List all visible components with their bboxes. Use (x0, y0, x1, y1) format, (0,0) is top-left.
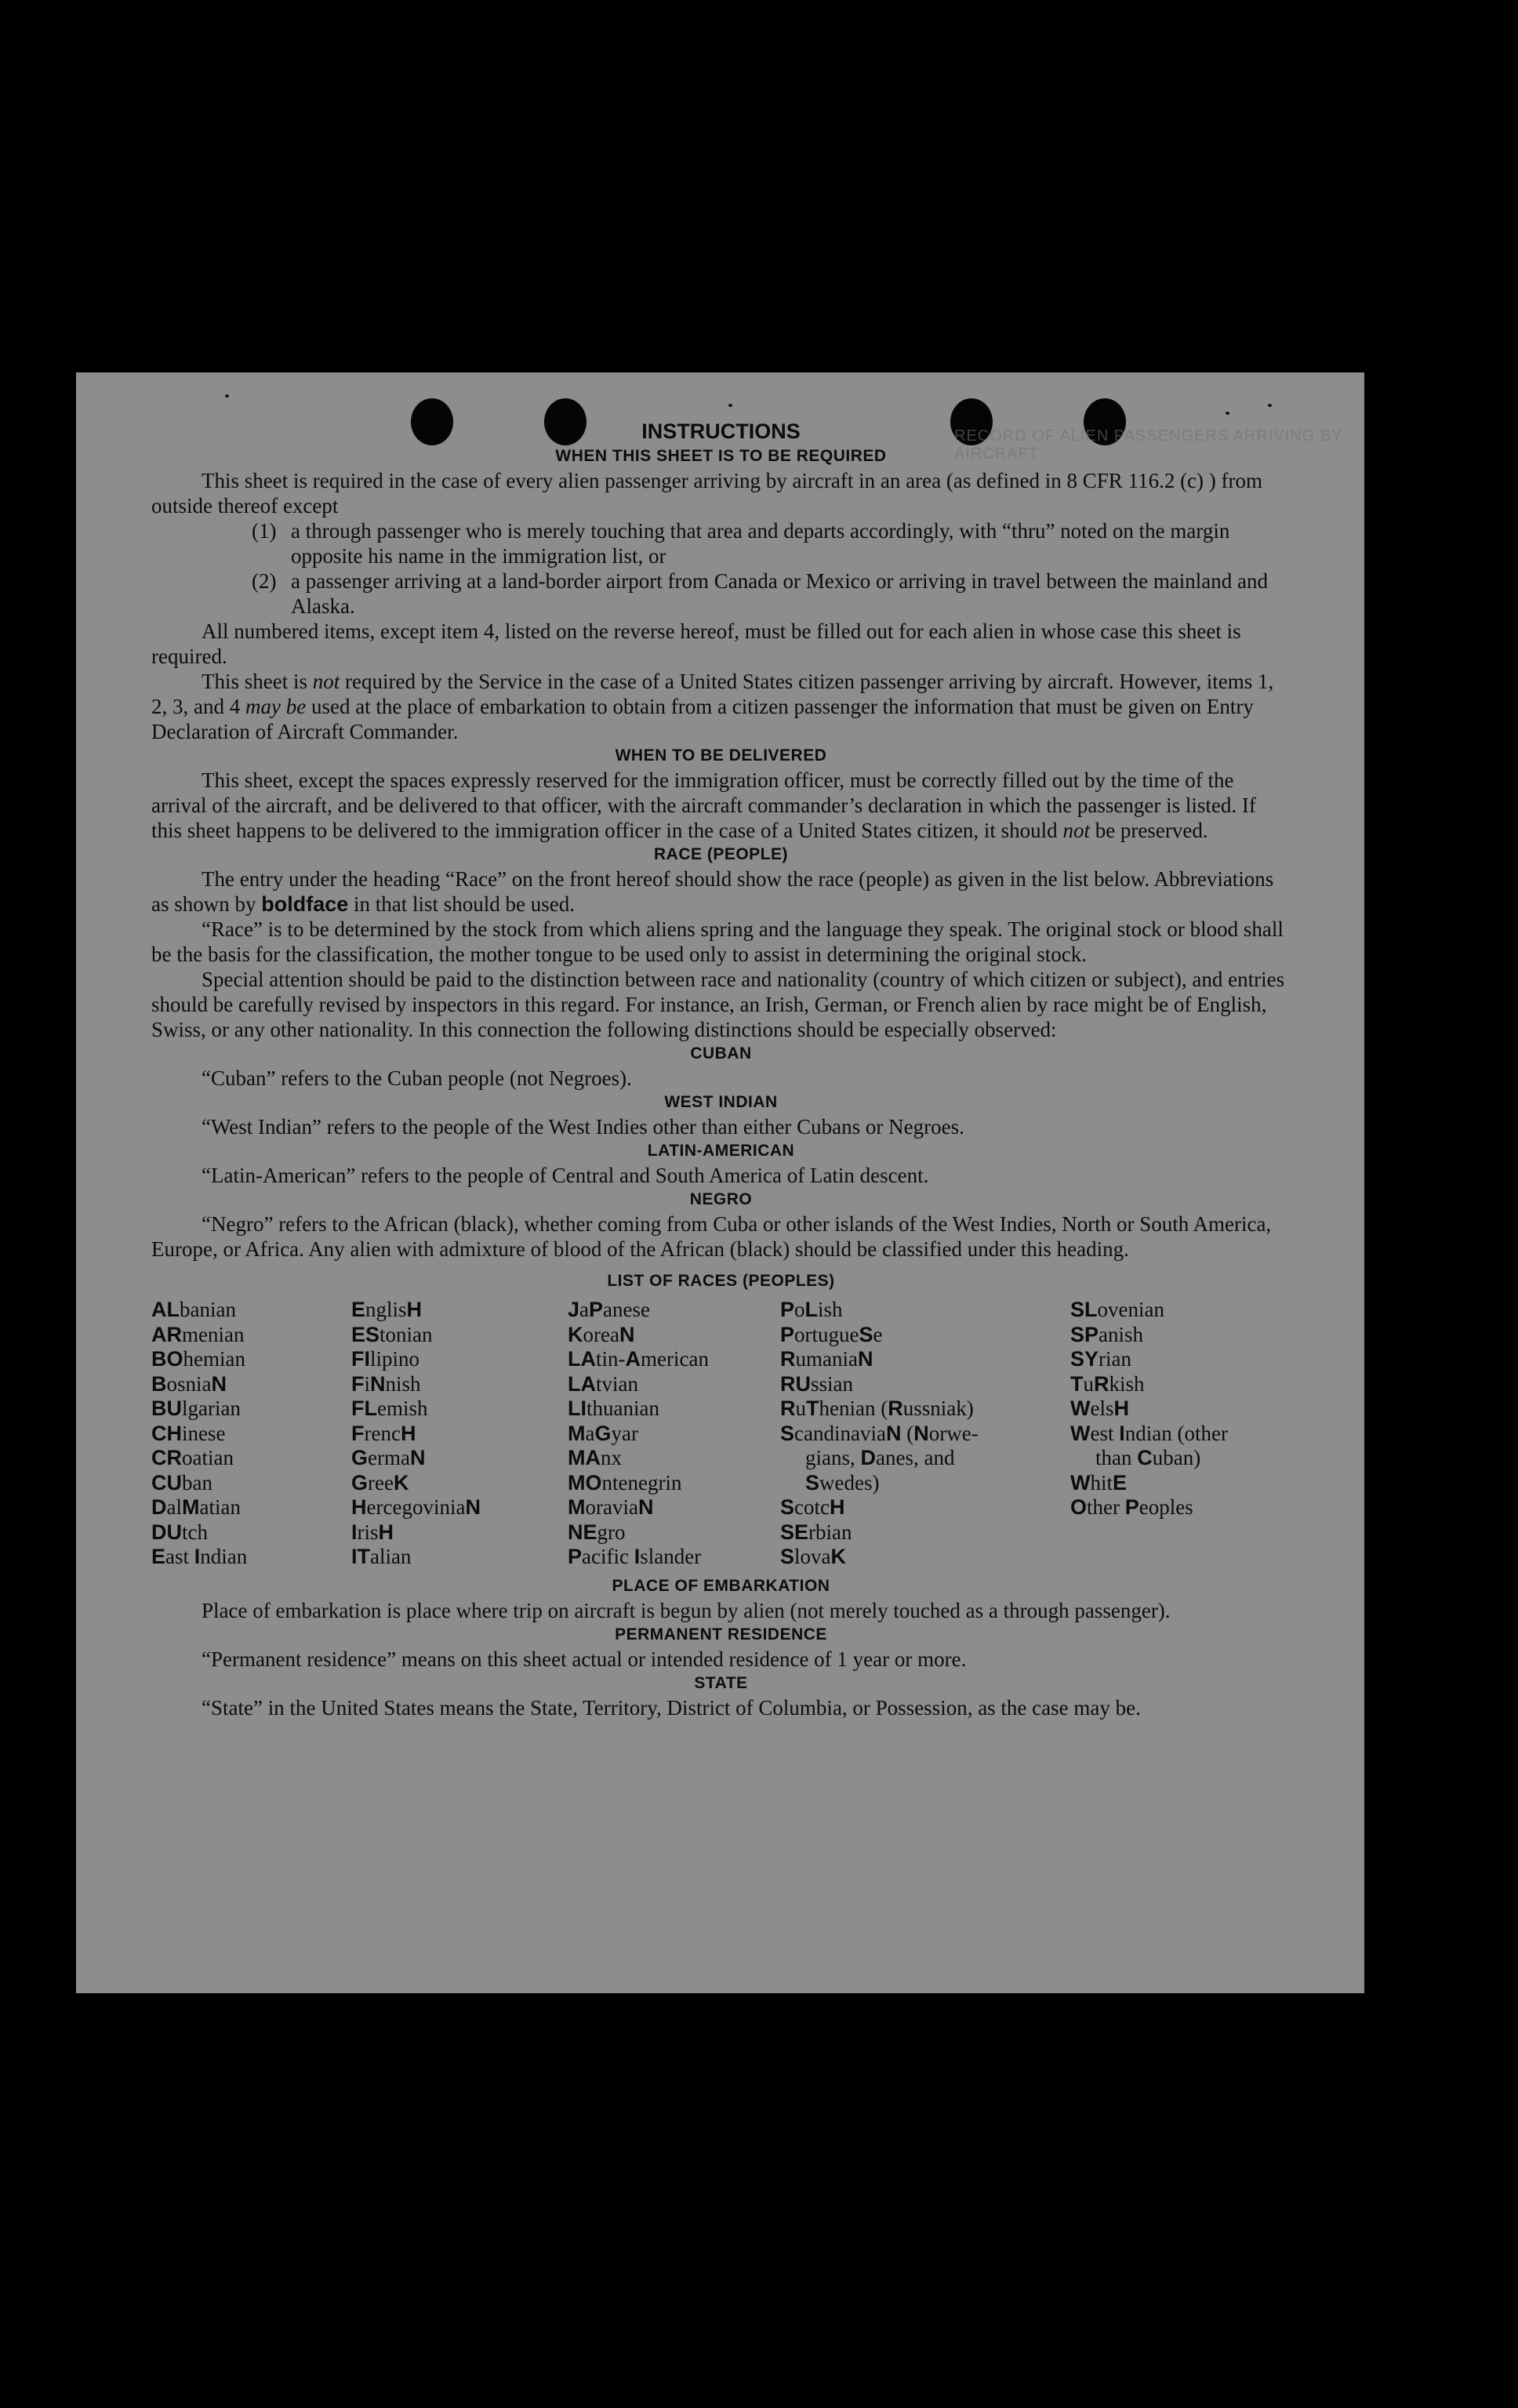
race-entry: SErbian (780, 1520, 852, 1544)
paragraph: “Latin-American” refers to the people of Central and South America of Latin descent. (202, 1164, 929, 1187)
race-entry: RUssian (780, 1371, 853, 1396)
race-entry: MAnx (568, 1446, 622, 1469)
show-through-text: RECORD OF ALIEN PASSENGERS ARRIVING BY AIRCRAFT (954, 427, 1343, 463)
race-entry: SPanish (1070, 1322, 1144, 1346)
race-entry: LAtin-American (568, 1347, 709, 1371)
paragraph: “Race” is to be determined by the stock from which aliens spring and the language they speak. The original stock or blood shall be the basis for the classification, the mother tongue to be used only to assist in determining the original stock. (151, 917, 1284, 966)
paragraph: “West Indian” refers to the people of the West Indies other than either Cubans or Negroes. (202, 1115, 964, 1139)
race-entry: HercegoviniaN (351, 1495, 481, 1519)
text-run: This sheet, except the spaces expressly reserved for the immigration officer, must be correctly filled out by the time of the arrival of the aircraft, and be delivered to that officer, with the aircraft commander’s declaration in which the passenger is listed. If this sheet happens to be delivered to the immigration officer in the case of a United States citizen, it should (151, 768, 1256, 842)
race-entry: West Indian (other (1070, 1421, 1228, 1445)
paragraph (151, 768, 1291, 843)
item-number: (1) (252, 519, 277, 543)
text-run: The entry under the heading “Race” on the front hereof should show the race (people) as given in the list below. Abbreviations as shown by (151, 867, 1274, 916)
section-heading: STATE (694, 1673, 748, 1692)
section-heading: RACE (PEOPLE) (653, 845, 788, 863)
race-entry: FrencH (351, 1421, 416, 1445)
race-entry: FLemish (351, 1396, 428, 1420)
race-entry: than Cuban) (1095, 1446, 1201, 1469)
race-entry: MoraviaN (568, 1495, 654, 1519)
race-entry: WelsH (1070, 1396, 1129, 1420)
race-entry: TuRkish (1070, 1371, 1145, 1396)
paragraph (151, 669, 1291, 744)
section-heading: PLACE OF EMBARKATION (612, 1576, 830, 1595)
race-entry: MaGyar (568, 1421, 638, 1445)
race-entry: ITalian (351, 1545, 412, 1568)
race-entry: DUtch (151, 1520, 208, 1544)
race-entry: DalMatian (151, 1495, 241, 1519)
race-entry: PortugueSe (780, 1322, 883, 1346)
item-text: a passenger arriving at a land-border airport from Canada or Mexico or arriving in travel between the mainland and Alaska. (291, 569, 1269, 618)
race-entry: FiNnish (351, 1371, 421, 1396)
race-entry: EnglisH (351, 1298, 423, 1321)
paper-speck (225, 394, 229, 398)
text-run-italic: not (312, 670, 340, 693)
race-column (151, 1298, 351, 1570)
race-column (568, 1298, 780, 1570)
paragraph: This sheet is required in the case of every alien passenger arriving by aircraft in an area (as defined in 8 CFR 116.2 (c) ) from outside thereof except (151, 469, 1263, 518)
race-entry: RuThenian (Russniak) (780, 1396, 974, 1420)
race-entry: GreeK (351, 1470, 409, 1495)
race-entry: CRoatian (151, 1446, 234, 1469)
race-entry: Other Peoples (1070, 1495, 1193, 1519)
paragraph: “Permanent residence” means on this sheet actual or intended residence of 1 year or more. (202, 1647, 967, 1671)
paragraph: “Cuban” refers to the Cuban people (not Negroes). (202, 1066, 632, 1090)
race-entry: BUlgarian (151, 1396, 241, 1420)
race-entry: SYrian (1070, 1347, 1132, 1371)
race-entry: ScandinaviaN (Norwe- (780, 1421, 979, 1445)
punch-hole (411, 398, 453, 445)
race-entry: CHinese (151, 1421, 226, 1445)
text-run: be preserved. (1089, 819, 1208, 842)
race-entry: LAtvian (568, 1371, 638, 1396)
race-entry: NEgro (568, 1520, 626, 1544)
text-run-italic: may be (245, 695, 307, 718)
race-entry: EStonian (351, 1322, 433, 1346)
paragraph: Place of embarkation is place where trip on aircraft is begun by alien (not merely touched as a through passenger). (202, 1598, 1171, 1622)
paper-speck (728, 404, 732, 407)
text-run-bold: boldface (261, 892, 349, 916)
list-item (151, 518, 1291, 568)
race-entry: ALbanian (151, 1298, 236, 1321)
race-list (151, 1298, 1291, 1570)
section-heading: LIST OF RACES (PEOPLES) (607, 1272, 835, 1290)
race-entry: WhitE (1070, 1470, 1128, 1495)
item-text: a through passenger who is merely touching that area and departs accordingly, with “thru” noted on the margin opposite his name in the immigration list, or (291, 519, 1230, 568)
race-entry: BOhemian (151, 1347, 245, 1371)
paper-speck (1226, 412, 1229, 415)
race-entry: ScotcH (780, 1495, 845, 1519)
text-run: used at the place of embarkation to obtain from a citizen passenger the information that must be given on Entry Declaration of Aircraft Commander. (151, 695, 1254, 743)
section-heading: PERMANENT RESIDENCE (615, 1625, 827, 1643)
paragraph: All numbered items, except item 4, listed on the reverse hereof, must be filled out for each alien in whose case this sheet is required. (151, 619, 1241, 668)
race-entry: BosniaN (151, 1371, 227, 1396)
race-entry: Swedes) (805, 1470, 880, 1495)
page-title: INSTRUCTIONS (641, 419, 801, 443)
race-entry: Pacific Islander (568, 1545, 702, 1568)
text-run: in that list should be used. (348, 892, 576, 916)
section-heading: CUBAN (690, 1044, 752, 1062)
race-entry: PoLish (780, 1298, 843, 1321)
race-entry: GermaN (351, 1446, 426, 1469)
text-run: This sheet is (202, 670, 313, 693)
section-heading: WHEN TO BE DELIVERED (615, 746, 827, 765)
race-entry: IrisH (351, 1520, 394, 1544)
text-run: required by the Service in the case of a United States citizen passenger arriving by aircraft. However, items 1, 2, 3, and 4 (151, 670, 1274, 718)
race-entry: MOntenegrin (568, 1470, 682, 1495)
race-entry: East Indian (151, 1545, 248, 1568)
punch-hole (544, 398, 586, 445)
race-entry: JaPanese (568, 1298, 650, 1321)
paragraph (151, 866, 1291, 917)
race-entry: RumaniaN (780, 1347, 873, 1371)
paragraph: “State” in the United States means the State, Territory, District of Columbia, or Possession, as the case may be. (202, 1695, 1141, 1720)
section-heading: WHEN THIS SHEET IS TO BE REQUIRED (555, 447, 887, 465)
race-column (780, 1298, 1070, 1570)
list-item (151, 568, 1291, 619)
race-entry: CUban (151, 1470, 212, 1495)
section-heading: NEGRO (689, 1190, 753, 1208)
paragraph: Special attention should be paid to the distinction between race and nationality (country of which citizen or subject), and entries should be carefully revised by inspectors in this regard. For instance, an Irish, German, or French alien by race might be of English, Swiss, or any other nationality. In this connection the following distinctions should be especially observed: (151, 968, 1285, 1041)
race-entry: LIthuanian (568, 1396, 659, 1420)
instruction-sheet (76, 372, 1364, 1993)
text-run-italic: not (1062, 819, 1090, 842)
race-column (1070, 1298, 1290, 1570)
race-entry: SlovaK (780, 1545, 847, 1568)
item-number: (2) (252, 569, 277, 593)
race-entry: ARmenian (151, 1322, 245, 1346)
race-entry: FIlipino (351, 1347, 420, 1371)
race-entry: KoreaN (568, 1322, 635, 1346)
paper-speck (1268, 404, 1272, 407)
paragraph: “Negro” refers to the African (black), whether coming from Cuba or other islands of the West Indies, North or South America, Europe, or Africa. Any alien with admixture of blood of the African (black) should be classified under this heading. (151, 1212, 1272, 1261)
race-entry: gians, Danes, and (805, 1446, 955, 1469)
race-entry: SLovenian (1070, 1298, 1164, 1321)
race-column (351, 1298, 568, 1570)
section-heading: WEST INDIAN (664, 1093, 778, 1111)
section-heading: LATIN-AMERICAN (647, 1142, 795, 1160)
